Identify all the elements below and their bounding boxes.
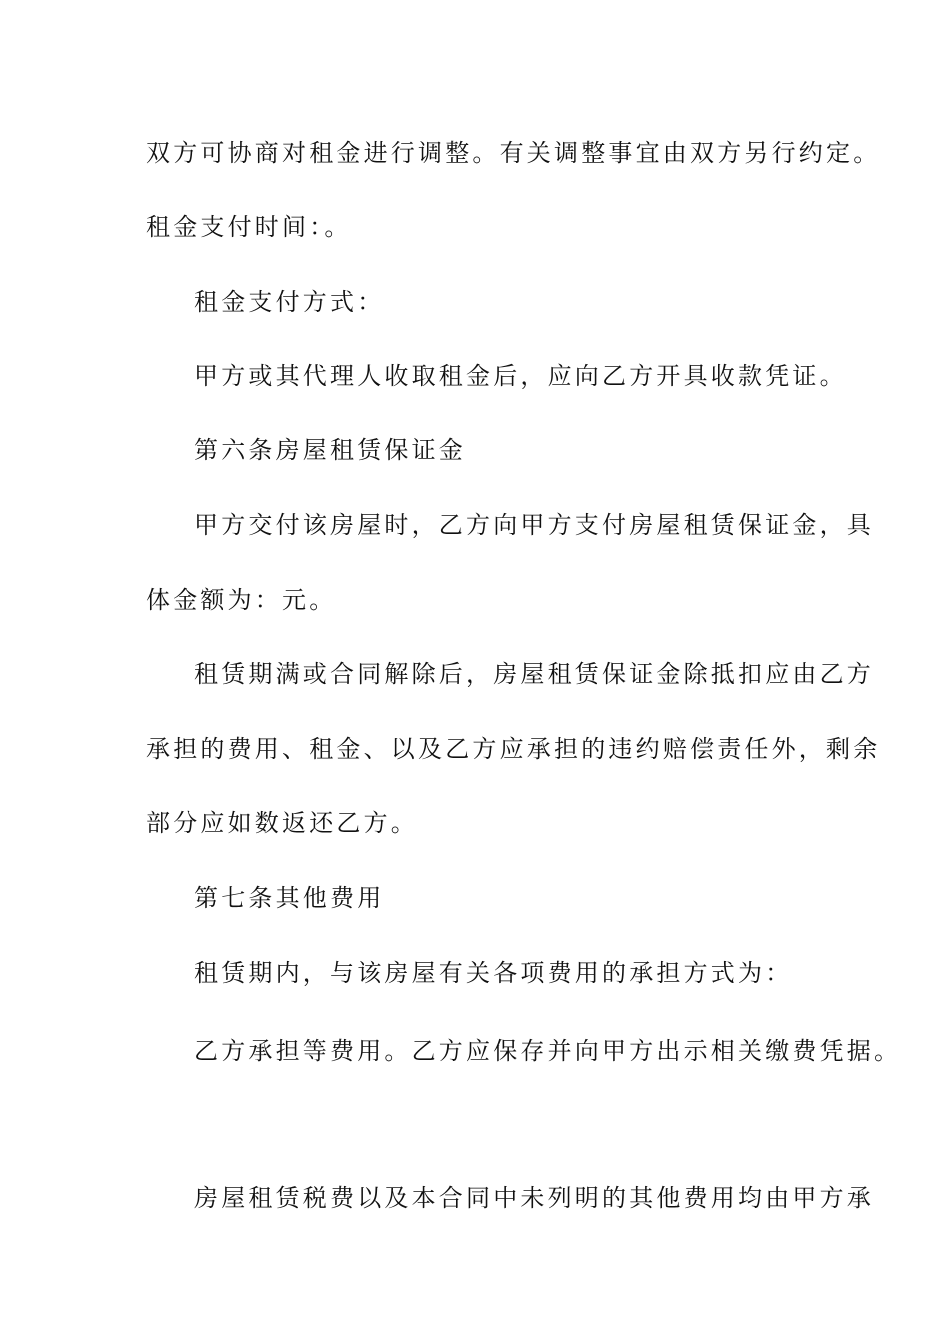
paragraph-line-deposit-return-2: 承担的费用、租金、以及乙方应承担的违约赔偿责任外，剩余: [146, 735, 881, 763]
paragraph-line-fees-intro: 租赁期内，与该房屋有关各项费用的承担方式为：: [194, 959, 793, 987]
paragraph-line-deposit-2: 体金额为：元。: [146, 586, 337, 614]
paragraph-line-receipt: 甲方或其代理人收取租金后，应向乙方开具收款凭证。: [194, 362, 847, 390]
paragraph-line-deposit-1: 甲方交付该房屋时，乙方向甲方支付房屋租赁保证金，具: [194, 511, 874, 539]
paragraph-line-payment-time: 租金支付时间：。: [146, 213, 352, 241]
paragraph-line-payment-method: 租金支付方式：: [194, 288, 385, 316]
section-heading-article-6: 第六条房屋租赁保证金: [194, 436, 466, 464]
paragraph-line-rent-adjustment: 双方可协商对租金进行调整。有关调整事宜由双方另行约定。: [146, 139, 881, 167]
section-heading-article-7: 第七条其他费用: [194, 884, 385, 912]
paragraph-line-tax-fees: 房屋租赁税费以及本合同中未列明的其他费用均由甲方承: [194, 1184, 874, 1212]
paragraph-line-deposit-return-3: 部分应如数返还乙方。: [146, 809, 418, 837]
paragraph-line-deposit-return-1: 租赁期满或合同解除后，房屋租赁保证金除抵扣应由乙方: [194, 660, 874, 688]
paragraph-line-tenant-fees: 乙方承担等费用。乙方应保存并向甲方出示相关缴费凭据。: [194, 1037, 902, 1065]
